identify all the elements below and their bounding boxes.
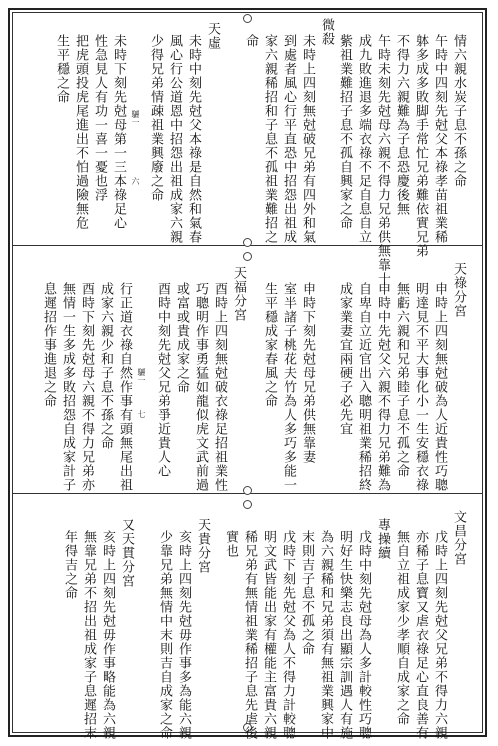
text-column: 巧聰明作事勇猛如龍似虎文武前過 [193,282,208,492]
text-column: 申時下刻先尅母兄弟供無靠妻 [300,282,315,464]
text-column: 末則吉子息不孤之命 [299,530,314,656]
text-column: 未時上四刻無尅破兄弟有四外和氣 [300,34,315,244]
page-marker: 驪一 [137,368,146,384]
text-column: 少得兄弟情疎祖業興廢之命 [148,34,163,202]
text-column: 年得吉之命 [62,530,77,600]
page-marker: 驪一 [131,110,140,126]
binding-hole-marker [243,238,252,247]
section-heading: 專操續 [375,518,390,560]
text-column: 無情一生多成多敗招怨自成家計子 [60,282,75,492]
binding-hole-marker [243,500,252,509]
text-column: 行正道衣祿自然作事有頭無尾出祖 [117,282,132,492]
page-number: 六 [131,177,140,185]
text-column: 明文武皆能出家有權能主富貴六親 [261,530,276,740]
text-column: 生平穩成家春風之命 [262,282,277,408]
text-column: 紫祖業難招子息不孤自興家之命 [337,34,352,230]
section-heading: 微殺 [319,18,334,46]
text-column: 戊時上四刻先尅父兄弟不得力六親 [432,530,447,740]
text-column: 成家業妻宜兩硬子必先宜 [337,282,352,436]
binding-hole-marker [243,14,252,23]
text-column: 無自立祖成家少孝順自成家之命 [394,530,409,726]
text-column: 自卑自立近官出入聰明祖業稀招終 [356,282,371,492]
page-number: 七 [137,410,146,418]
text-column: 戊時中刻先尅母為人多計較性巧聰 [356,530,371,740]
text-column: 申時上四刻無尅破為人近貴性巧聰 [432,282,447,492]
text-column: 明達見不平大事化小一生安穩衣祿 [413,282,428,492]
section-heading: 天祿分宮 [451,262,466,318]
text-column: 酉時下刻先尅母六親不得力兄弟亦 [79,282,94,492]
text-column: 到處者風心行平直恐中招怨出祖成 [281,34,296,244]
text-column: 明好生快樂志良出顯宗訓遇人有施 [337,530,352,740]
text-column: 躰多成多敗脚手常忙兄弟難依實兄弟 [413,34,428,258]
section-heading: 文昌分宮 [451,510,466,566]
text-column: 不得力六親難為子息恐慶後無 [394,34,409,216]
text-column: 室半諸子桃花夫竹為人多巧多能一 [281,282,296,492]
text-column: 實也 [223,530,238,558]
text-column: 酉時中刻先尅父兄弟爭近貴人心 [155,282,170,478]
text-column: 無靠兄弟不招出祖成家子息遲招末 [81,530,96,740]
text-column: 少靠兄弟無情中末則吉自成家之命 [157,530,172,740]
section-heading: 天福分宮 [231,266,246,322]
text-column: 情六親水炭子息不孫之命 [451,34,466,188]
text-column: 家六親稀招和子息不孤祖業難招之 [262,34,277,244]
binding-hole-marker [243,252,252,261]
section-heading: 又天貫分宮 [119,518,134,588]
text-column: 戊時下刻先尅父為人不得力計較聰 [280,530,295,740]
text-column: 酉時上四刻無尅破衣祿足招祖業性 [212,282,227,492]
text-column: 性急見人有功一喜一憂也浮 [92,34,107,202]
text-column: 成九敗進退多端衣祿不足自息自立 [356,34,371,244]
text-column: 亥時上四刻先尅毋作事多為能六親 [176,530,191,740]
text-column: 午時未刻先尅母六親不得力兄弟供無靠十 [375,34,390,286]
binding-hole-marker [243,486,252,495]
text-column: 把虎頭投虎尾進出不怕過險無危 [73,34,88,230]
text-column: 未時中刻先尅父本祿是自然和氣春 [186,34,201,244]
text-column: 命 [243,34,258,48]
text-column: 亥時上四刻先尅毋作事略能為六親 [100,530,115,740]
text-column: 或富或貴成家之命 [174,282,189,394]
text-column: 息遲招作事進退之命 [41,282,56,408]
section-heading: 天虛 [205,22,220,50]
text-column: 無虧六親和兄弟睦子息不孤之命 [394,282,409,478]
text-column: 生平穩之命 [54,34,69,104]
text-column: 午時中四刻先尅父本祿孝苗祖業稀 [432,34,447,244]
text-column: 亦稀子息寶又虐衣祿足心直良善有 [413,530,428,740]
text-column: 未時下刻先尅母第一三本祿足心 [111,34,126,230]
text-column: 成家六親少和子息不孫之命 [98,282,113,450]
text-column: 稀兄弟有無情祖業稀招子息先虐後 [242,530,257,740]
text-column: 風心行公道恩中招怨出祖成家六親 [167,34,182,244]
text-column: 申時中先尅父六親不得力兄弟難為 [375,282,390,492]
text-column: 為六親稀和兄弟須有無祖業興家中 [318,530,333,740]
section-heading: 天貴分宮 [195,518,210,574]
